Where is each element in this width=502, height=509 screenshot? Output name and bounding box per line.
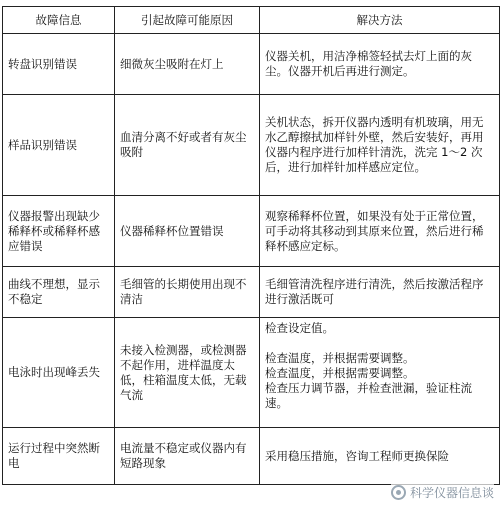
fault-cell: 样品识别错误 (3, 95, 115, 196)
cause-cell: 电流量不稳定或仪器内有短路现象 (115, 428, 260, 485)
header-row (3, 7, 500, 34)
fault-table (2, 6, 500, 485)
solution-cell: 观察稀释杯位置，如果没有处于正常位置，可手动将其移动到其原来位置，然后进行稀释杯感应定标。 (260, 196, 500, 267)
cause-cell: 血清分离不好或者有灰尘吸附 (115, 95, 260, 196)
solution-cell: 仪器关机，用洁净棉签轻拭去灯上面的灰尘。仪器开机后再进行测定。 (260, 34, 500, 95)
table-row (3, 428, 500, 485)
fault-cell: 曲线不理想，显示不稳定 (3, 267, 115, 318)
cause-cell: 毛细管的长期使用出现不清洁 (115, 267, 260, 318)
solution-cell: 关机状态，拆开仪器内透明有机玻璃，用无水乙醇擦拭加样针外壁，然后安装好，再用仪器内程序进行加样针清洗，洗完 1～2 次后，进行加样针加样感应定位。 (260, 95, 500, 196)
table-row (3, 34, 500, 95)
table-row (3, 196, 500, 267)
header-cause: 引起故障可能原因 (115, 7, 260, 34)
table-row (3, 267, 500, 318)
cause-cell: 仪器稀释杯位置错误 (115, 196, 260, 267)
solution-cell: 毛细管清洗程序进行清洗，然后按激活程序进行激活既可 (260, 267, 500, 318)
table-row (3, 95, 500, 196)
solution-cell: 采用稳压措施，咨询工程师更换保险 (260, 428, 500, 485)
cause-cell: 细微灰尘吸附在灯上 (115, 34, 260, 95)
watermark (391, 484, 494, 501)
wechat-logo-icon (391, 485, 406, 500)
cause-cell: 未接入检测器，或检测器不起作用，进样温度太低，柱箱温度太低，无载气流 (115, 318, 260, 428)
fault-cell: 运行过程中突然断电 (3, 428, 115, 485)
table-row (3, 318, 500, 428)
fault-cell: 电泳时出现峰丢失 (3, 318, 115, 428)
fault-cell: 仪器报警出现缺少稀释杯或稀释杯感应错误 (3, 196, 115, 267)
header-fault: 故障信息 (3, 7, 115, 34)
solution-cell: 检查设定值。 检查温度，并根据需要调整。 检查温度，并根据需要调整。 检查压力调节器，并检查泄漏，验证柱流速。 (260, 318, 500, 428)
fault-cell: 转盘识别错误 (3, 34, 115, 95)
watermark-text: 科学仪器信息谈 (409, 486, 494, 500)
header-solution: 解决方法 (260, 7, 500, 34)
